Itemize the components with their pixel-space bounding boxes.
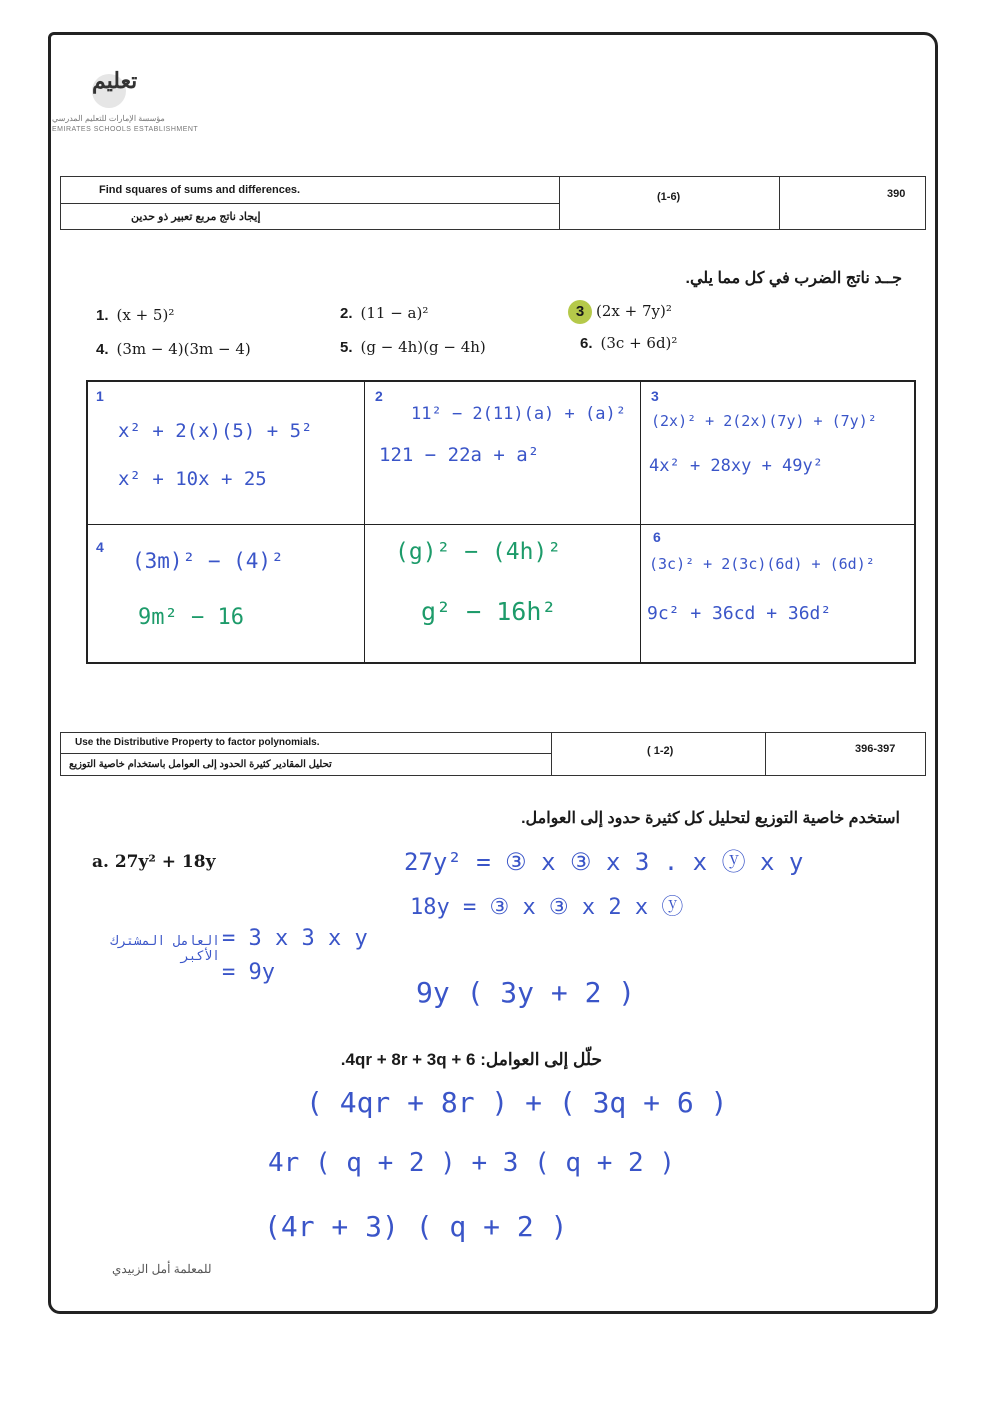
problem-6: 6. (3c + 6d)² bbox=[580, 334, 678, 352]
answer-line: x² + 2(x)(5) + 5² bbox=[118, 420, 313, 442]
teacher-signature: للمعلمة أمل الزبيدي bbox=[112, 1262, 212, 1276]
triangle-label: 1 bbox=[96, 388, 104, 404]
triangle-label: 3 bbox=[651, 388, 659, 404]
factor-step: (4r + 3) ( q + 2 ) bbox=[264, 1210, 568, 1243]
section2-instruction: استخدم خاصية التوزيع لتحليل كل كثيرة حدود إلى العوامل. bbox=[521, 810, 900, 827]
answer-line: g² − 16h² bbox=[421, 597, 557, 626]
answer-cell bbox=[365, 382, 641, 525]
section2-instruction2: حلّل إلى العوامل: 4qr + 8r + 3q + 6. bbox=[340, 1050, 602, 1069]
section2-lesson: ( 1-2) bbox=[647, 745, 674, 757]
answer-line: 9c² + 36cd + 36d² bbox=[647, 603, 832, 624]
section1-instruction: جــد ناتج الضرب في كل مما يلي. bbox=[685, 270, 902, 287]
answer-cell bbox=[365, 525, 641, 662]
triangle-label: 2 bbox=[375, 388, 383, 404]
problem-2: 2. (11 − a)² bbox=[340, 304, 429, 322]
logo bbox=[52, 68, 212, 138]
answer-line: (3c)² + 2(3c)(6d) + (6d)² bbox=[649, 555, 875, 573]
answer-line: (2x)² + 2(2x)(7y) + (7y)² bbox=[651, 412, 877, 430]
answer-line: (3m)² − (4)² bbox=[132, 549, 284, 573]
section1-objective-ar: إيجاد ناتج مربع تعبير ذو حدين bbox=[131, 211, 261, 223]
logo-subtitle-ar: مؤسسة الإمارات للتعليم المدرسي bbox=[52, 114, 165, 123]
triangle-label: 4 bbox=[96, 539, 104, 555]
answer-line: 121 − 22a + a² bbox=[379, 444, 540, 466]
section2-header bbox=[60, 732, 926, 776]
triangle-label: 6 bbox=[653, 529, 661, 545]
answer-line: x² + 10x + 25 bbox=[118, 468, 267, 490]
problem-4: 4. (3m − 4)(3m − 4) bbox=[96, 340, 251, 358]
section1-lesson: (1-6) bbox=[657, 191, 681, 203]
highlight-badge: 3 bbox=[568, 300, 592, 324]
answer-cell bbox=[641, 382, 914, 525]
problem-a: a. 27y² + 18y bbox=[92, 852, 216, 872]
work-line: 18y = ③ x ③ x 2 x ⓨ bbox=[410, 895, 684, 920]
factor-step: 4r ( q + 2 ) + 3 ( q + 2 ) bbox=[268, 1148, 675, 1178]
section2-page: 396-397 bbox=[855, 743, 896, 755]
problem-1: 1. (x + 5)² bbox=[96, 306, 175, 324]
section1-header bbox=[60, 176, 926, 230]
section2-objective-ar: تحليل المقادير كثيرة الحدود إلى العوامل باستخدام خاصية التوزيع bbox=[69, 759, 332, 770]
answer-line: 11² − 2(11)(a) + (a)² bbox=[411, 404, 626, 424]
section1-objective-en: Find squares of sums and differences. bbox=[99, 184, 301, 196]
problem-3: 3 (2x + 7y)² bbox=[568, 300, 672, 324]
answer-line: (g)² − (4h)² bbox=[395, 539, 562, 565]
section1-page: 390 bbox=[887, 188, 906, 200]
problem-5: 5. (g − 4h)(g − 4h) bbox=[340, 338, 486, 356]
gcf-work: = 3 x 3 x y bbox=[222, 926, 368, 951]
answer-cell bbox=[88, 525, 365, 662]
gcf-work: = 9y bbox=[222, 960, 275, 985]
gcf-label: العامل المشترك الأكبر bbox=[110, 934, 220, 964]
logo-mark: تعليم bbox=[92, 68, 138, 94]
answer-grid bbox=[86, 380, 916, 664]
work-line: 27y² = ③ x ③ x 3 . x ⓨ x y bbox=[404, 848, 804, 876]
answer-cell bbox=[641, 525, 914, 662]
answer-line: 9m² − 16 bbox=[138, 605, 244, 630]
answer-cell bbox=[88, 382, 365, 525]
answer-line: 4x² + 28xy + 49y² bbox=[649, 456, 823, 476]
factor-step: ( 4qr + 8r ) + ( 3q + 6 ) bbox=[306, 1086, 728, 1119]
logo-subtitle-en: EMIRATES SCHOOLS ESTABLISHMENT bbox=[52, 126, 199, 133]
section2-objective-en: Use the Distributive Property to factor polynomials. bbox=[75, 737, 320, 748]
work-line: 9y ( 3y + 2 ) bbox=[416, 976, 636, 1009]
